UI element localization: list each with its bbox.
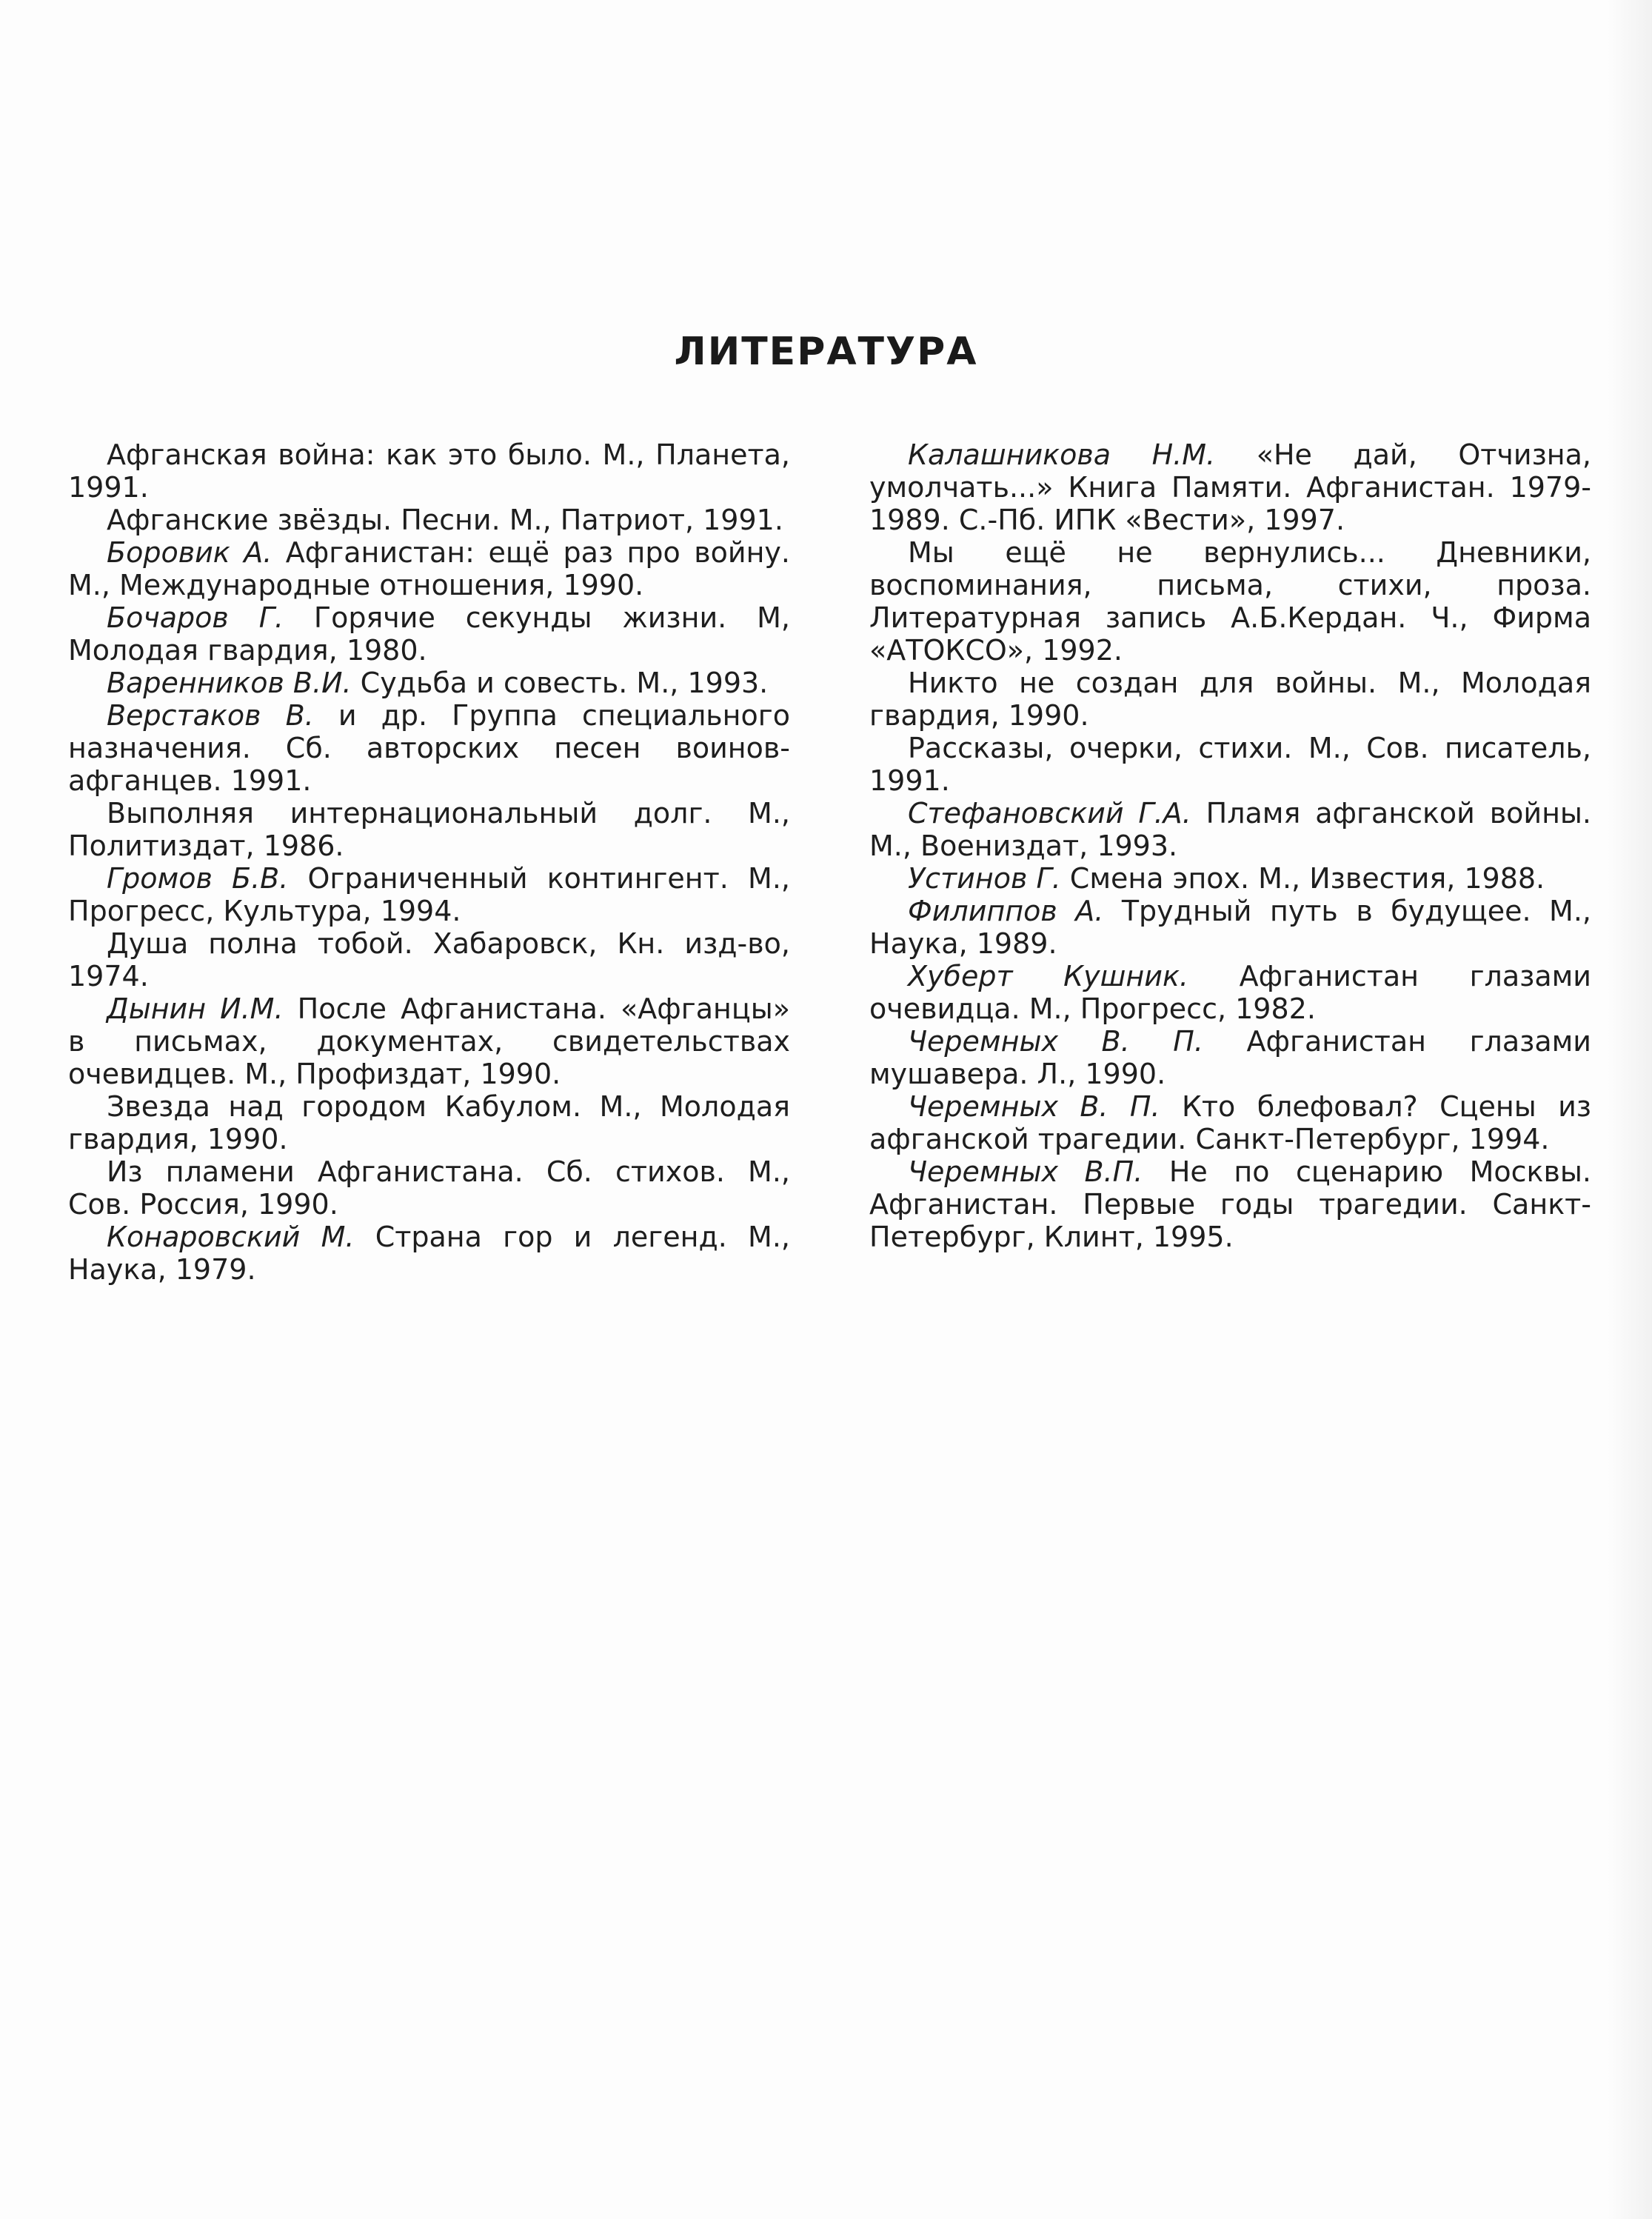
entry-text: Трудный путь в будущее. М., Наука, 1989.	[869, 895, 1591, 960]
bibliography-entry	[68, 797, 790, 862]
entry-text: Звезда над городом Кабулом. М., Молодая гвардия, 1990.	[68, 1090, 790, 1155]
bibliography-entry	[869, 797, 1591, 862]
entry-author: Калашникова Н.М.	[908, 438, 1216, 471]
bibliography-entry	[68, 504, 790, 536]
entry-text: и др. Группа специального назначения. Сб. авторских песен воинов-афганцев. 1991.	[68, 699, 790, 797]
bibliography-entry	[869, 862, 1591, 895]
bibliography-entry	[68, 699, 790, 797]
entry-text: Никто не создан для войны. М., Молодая гвардия, 1990.	[869, 667, 1591, 732]
entry-text: Ограниченный контингент. М., Прогресс, Культура, 1994.	[68, 862, 790, 927]
entry-text: Кто блефовал? Сцены из афганской трагедии. Санкт-Петербург, 1994.	[869, 1090, 1591, 1155]
bibliography-entry	[68, 438, 790, 504]
page-title: ЛИТЕРАТУРА	[674, 330, 978, 374]
entry-text: После Афганистана. «Афганцы» в письмах, документах, свидетельствах очевидцев. М., Профиздат, 1990.	[68, 992, 790, 1090]
bibliography-entry	[68, 601, 790, 667]
bibliography-entry	[869, 960, 1591, 1025]
bibliography-entry	[869, 1155, 1591, 1253]
entry-text: Мы ещё не вернулись... Дневники, воспоминания, письма, стихи, проза. Литературная запись А.Б.Кердан. Ч., Фирма «АТОКСО», 1992.	[869, 536, 1591, 667]
entry-author: Верстаков В.	[107, 699, 314, 732]
entry-author: Конаровский М.	[107, 1221, 355, 1253]
bibliography-entry	[869, 536, 1591, 667]
entry-author: Варенников В.И.	[107, 667, 352, 699]
bibliography-entry	[68, 536, 790, 601]
bibliography-right-column	[869, 438, 1591, 1253]
entry-author: Дынин И.М.	[107, 992, 284, 1025]
entry-text: Рассказы, очерки, стихи. М., Сов. писатель, 1991.	[869, 732, 1591, 797]
entry-author: Устинов Г.	[908, 862, 1061, 895]
entry-author: Громов Б.В.	[107, 862, 289, 895]
entry-text: Горячие секунды жизни. М, Молодая гвардия, 1980.	[68, 601, 790, 667]
bibliography-entry	[68, 1221, 790, 1286]
entry-text: Судьба и совесть. М., 1993.	[360, 667, 769, 699]
entry-text: «Не дай, Отчизна, умолчать...» Книга Памяти. Афганистан. 1979-1989. С.-Пб. ИПК «Вести», 1997.	[869, 438, 1591, 536]
entry-author: Черемных В.П.	[908, 1155, 1143, 1188]
bibliography-entry	[869, 667, 1591, 732]
entry-text: Афганская война: как это было. М., Планета, 1991.	[68, 438, 790, 504]
entry-author: Черемных В. П.	[908, 1025, 1203, 1058]
entry-author: Бочаров Г.	[107, 601, 284, 634]
entry-text: Афганские звёзды. Песни. М., Патриот, 1991.	[107, 504, 783, 536]
entry-text: Душа полна тобой. Хабаровск, Кн. изд-во, 1974.	[68, 927, 790, 992]
bibliography-entry	[68, 927, 790, 992]
entry-text: Не по сценарию Москвы. Афганистан. Первые годы трагедии. Санкт-Петербург, Клинт, 1995.	[869, 1155, 1591, 1253]
entry-text: Афганистан: ещё раз про войну. М., Международные отношения, 1990.	[68, 536, 790, 601]
entry-text: Афганистан глазами мушавера. Л., 1990.	[869, 1025, 1591, 1090]
bibliography-entry	[869, 438, 1591, 536]
bibliography-entry	[68, 1090, 790, 1155]
bibliography-entry	[869, 732, 1591, 797]
bibliography-entry	[869, 1025, 1591, 1090]
entry-text: Из пламени Афганистана. Сб. стихов. М., Сов. Россия, 1990.	[68, 1155, 790, 1221]
entry-author: Стефановский Г.А.	[908, 797, 1191, 830]
entry-text: Выполняя интернациональный долг. М., Политиздат, 1986.	[68, 797, 790, 862]
bibliography-entry	[68, 1155, 790, 1221]
bibliography-entry	[68, 992, 790, 1090]
bibliography-entry	[68, 862, 790, 927]
entry-text: Пламя афганской войны. М., Воениздат, 1993.	[869, 797, 1591, 862]
entry-author: Филиппов А.	[908, 895, 1104, 927]
bibliography-entry	[869, 1090, 1591, 1155]
bibliography-left-column	[68, 438, 790, 1286]
entry-text: Смена эпох. М., Известия, 1988.	[1069, 862, 1545, 895]
entry-text: Афганистан глазами очевидца. М., Прогресс, 1982.	[869, 960, 1591, 1025]
entry-author: Боровик А.	[107, 536, 272, 569]
entry-author: Черемных В. П.	[908, 1090, 1160, 1123]
entry-text: Страна гор и легенд. М., Наука, 1979.	[68, 1221, 790, 1286]
bibliography-entry	[68, 667, 790, 699]
entry-author: Хуберт Кушник.	[908, 960, 1188, 992]
bibliography-entry	[869, 895, 1591, 960]
